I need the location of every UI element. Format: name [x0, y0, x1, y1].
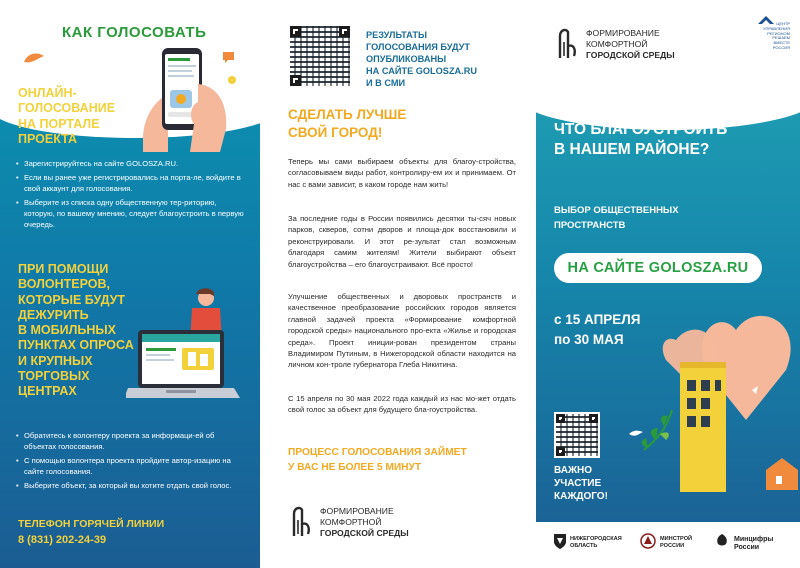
results-line: И В СМИ: [366, 77, 406, 88]
choice-subheading: [554, 204, 679, 233]
results-line: ГОЛОСОВАНИЯ БУДУТ: [366, 41, 470, 52]
website-pill[interactable]: НА САЙТЕ GOLOSZA.RU: [554, 253, 762, 283]
orange-leaf-icon: [22, 50, 46, 70]
online-heading-line: ГОЛОСОВАНИЕ: [18, 101, 116, 116]
logo-line: КОМФОРТНОЙ: [320, 517, 382, 528]
logo-line: ГОРОДСКОЙ СРЕДЫ: [320, 528, 409, 539]
mincifry-line: Минцифры: [734, 536, 774, 543]
mincifry-emblem-icon: [714, 532, 730, 550]
minstroy-emblem-icon: [640, 532, 656, 550]
minstroy-line: МИНСТРОЙ: [660, 536, 693, 542]
partners-footer: [536, 522, 800, 568]
mincifry-line: России: [734, 544, 760, 552]
online-heading-line: ОНЛАЙН-: [18, 86, 77, 100]
cover-heading: [554, 120, 727, 160]
how-to-vote-title: КАК ГОЛОСОВАТЬ: [62, 24, 207, 41]
volunteer-heading-line: ПРИ ПОМОЩИ: [18, 262, 109, 276]
logo-text: [586, 28, 675, 62]
online-heading-line: ПРОЕКТА: [18, 131, 78, 146]
hotline-label: ТЕЛЕФОН ГОРЯЧЕЙ ЛИНИИ: [18, 518, 165, 530]
body-paragraph: Улучшение общественных и дворовых пространств и качественное преобразование российских городов является главной задачей проекта «Формирование комфортной городской среды» национального про-екта «Жилье и городская среда». Проект иниции-рован президентом страны Владимиром Путиным, в Нижегородской области находится на личном кон-троле губернатора Глеба Никитина.: [288, 292, 516, 370]
logo-line: ГОРОДСКОЙ СРЕДЫ: [586, 50, 675, 61]
body-paragraph: За последние годы в России появились десятки ты-сяч новых парков, скверов, сотни дворов и площа-док восстановили и реконструировали. И этот ре-зультат стал возможным благодаря самим жителям! Жители выбирают объект благоустройства – его благоустраивают. Всё просто!: [288, 214, 516, 269]
important-note: [554, 464, 608, 503]
online-heading-line: НА ПОРТАЛЕ: [18, 116, 100, 131]
panel-how-to-vote: [0, 0, 260, 568]
hotline-number: 8 (831) 202-24-39: [18, 534, 107, 546]
choice-line: ВЫБОР ОБЩЕСТВЕННЫХ: [554, 205, 679, 216]
city-logo-icon: [556, 26, 578, 60]
phone-hand-icon: [138, 44, 238, 154]
volunteer-heading-line: ПУНКТАХ ОПРОСА: [18, 338, 134, 353]
dates-line: по 30 МАЯ: [554, 331, 624, 347]
logo-line: КОМФОРТНОЙ: [586, 39, 648, 50]
make-city-better-heading: [288, 106, 406, 142]
list-item: • Выберите объект, за который вы хотите отдать свой голос.: [16, 480, 248, 491]
important-line: ВАЖНО: [554, 465, 592, 476]
volunteer-steps-list: [16, 430, 248, 494]
logo-text: [320, 506, 409, 540]
region-emblem-icon: [552, 532, 568, 550]
list-item: • Обратитесь к волонтеру проекта за информаци-ей об объектах голосования.: [16, 430, 248, 452]
body-paragraph: Теперь мы сами выбираем объекты для благоу-стройства, согласовываем виды работ, контролиру-ем их и принимаем. От нас с вами зависит, в каком городе нам жить!: [288, 157, 516, 189]
volunteer-heading-line: ДЕЖУРИТЬ: [18, 307, 89, 322]
process-line: ПРОЦЕСС ГОЛОСОВАНИЯ ЗАЙМЕТ: [288, 447, 467, 458]
online-voting-heading: [18, 86, 148, 147]
laptop-volunteer-icon: [126, 288, 252, 416]
qr-code-icon[interactable]: [554, 412, 600, 458]
panel-make-city-better: [262, 0, 534, 568]
logo-line: ФОРМИРОВАНИЕ: [320, 506, 394, 516]
list-item: • Зарегистрируйтесь на сайте GOLOSZA.RU.: [16, 158, 248, 169]
project-logo: [290, 504, 460, 544]
project-logo: [556, 26, 726, 66]
ministry-label: ЦЕНТР УПРАВЛЕНИЯ РЕГИОНОМ РЕШАЕМ ВМЕСТЕ РОССИЯ: [762, 21, 790, 50]
house-heart-icon: [636, 300, 800, 500]
volunteer-heading-line: ЦЕНТРАХ: [18, 384, 77, 398]
body-paragraph: С 15 апреля по 30 мая 2022 года каждый из нас мо-жет отдать свой голос за объект для будущего бла-гоустройства.: [288, 394, 516, 415]
dates-line: с 15 АПРЕЛЯ: [554, 312, 641, 327]
panel-cover: [536, 0, 800, 568]
important-line: КАЖДОГО!: [554, 491, 608, 502]
volunteer-heading-line: КОТОРЫЕ БУДУТ: [18, 292, 126, 307]
cover-heading-line: В НАШЕМ РАЙОНЕ?: [554, 140, 710, 158]
process-duration-heading: [288, 446, 467, 476]
region-line: НИЖЕГОРОДСКАЯ: [570, 536, 622, 542]
volunteer-heading-line: В МОБИЛЬНЫХ: [18, 323, 116, 337]
list-item: • С помощью волонтера проекта пройдите автор-изацию на сайте голосования.: [16, 455, 248, 477]
logo-line: ФОРМИРОВАНИЕ: [586, 28, 660, 38]
process-line: У ВАС НЕ БОЛЕЕ 5 МИНУТ: [288, 461, 422, 473]
qr-code-icon[interactable]: [288, 24, 352, 88]
volunteer-heading-line: ВОЛОНТЕРОВ,: [18, 277, 111, 292]
results-line: НА САЙТЕ GOLOSZA.RU: [366, 65, 478, 76]
region-logo-text: [570, 536, 622, 549]
list-item: • Выберите из списка одну общественную тер-риторию, которую, по вашему мнению, следует благоустроить в первую очередь.: [16, 197, 248, 230]
voting-dates: [554, 310, 640, 349]
results-line: ОПУБЛИКОВАНЫ: [366, 53, 447, 64]
results-announcement: [366, 30, 477, 90]
mincifry-logo-text: [734, 536, 773, 553]
volunteer-heading-line: И КРУПНЫХ: [18, 353, 93, 368]
choice-line: ПРОСТРАНСТВ: [554, 219, 626, 231]
minstroy-logo-text: [660, 536, 692, 549]
online-steps-list: [16, 158, 248, 233]
bird-icon: [628, 428, 644, 440]
minstroy-line: РОССИИ: [660, 542, 685, 549]
city-logo-icon: [290, 504, 312, 538]
volunteer-heading-line: ТОРГОВЫХ: [18, 368, 90, 383]
region-line: ОБЛАСТЬ: [570, 542, 598, 549]
important-line: УЧАСТИЕ: [554, 478, 602, 489]
results-line: РЕЗУЛЬТАТЫ: [366, 30, 427, 40]
heading-line: СДЕЛАТЬ ЛУЧШЕ: [288, 107, 407, 122]
list-item: • Если вы ранее уже регистрировались на порта-ле, войдите в свой аккаунт для голосования.: [16, 172, 248, 194]
heading-line: СВОЙ ГОРОД!: [288, 125, 383, 141]
cover-heading-line: ЧТО БЛАГОУСТРОИТЬ: [554, 121, 728, 138]
